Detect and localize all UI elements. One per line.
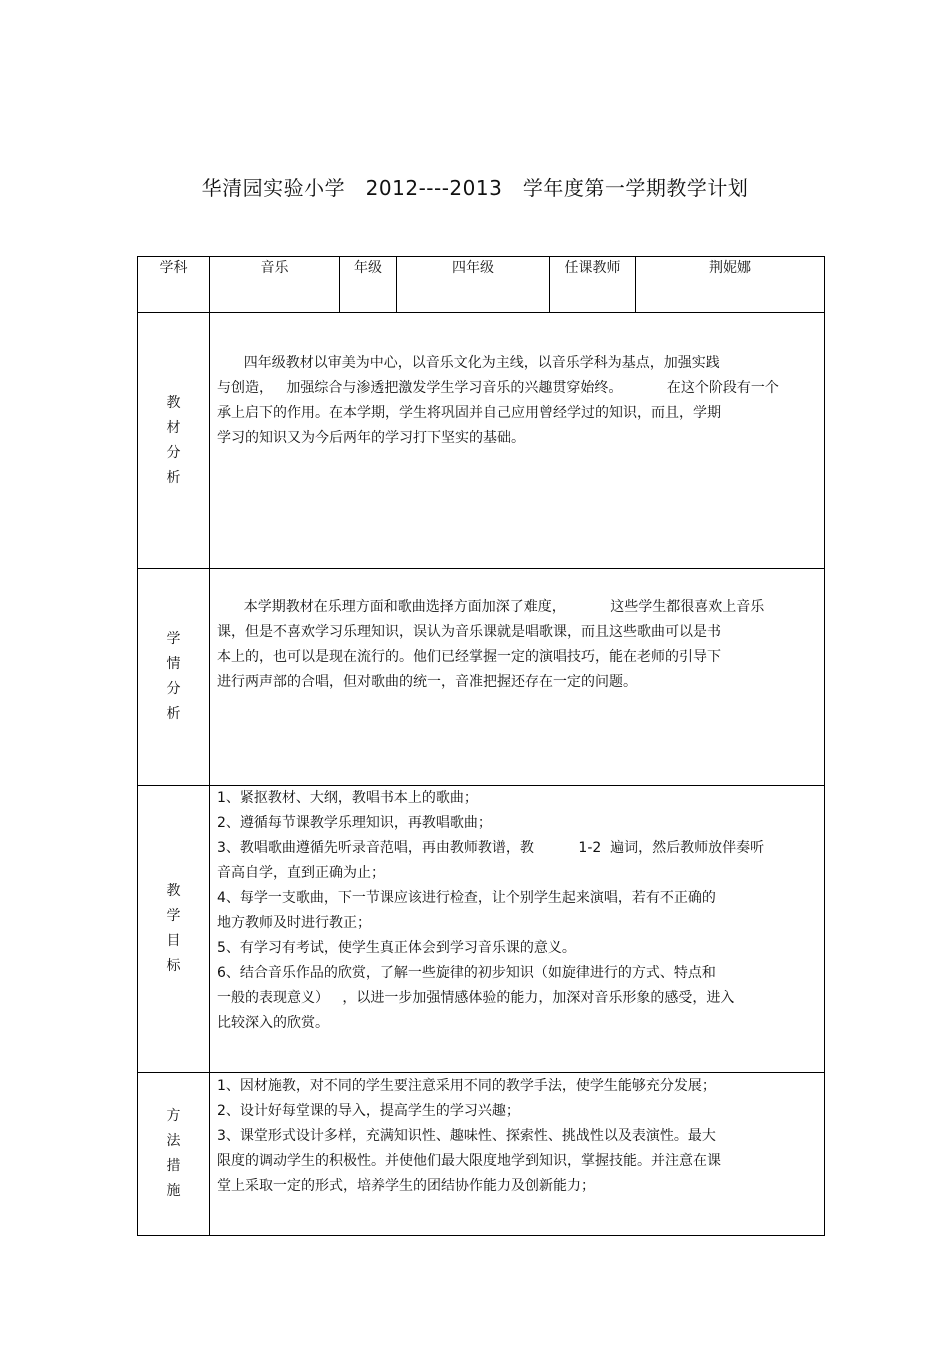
teacher-label: 任课教师 (550, 257, 636, 313)
section-row-material-analysis (138, 313, 825, 569)
page-title: 华清园实验小学 2012----2013 学年度第一学期教学计划 (201, 176, 749, 200)
section-row-teaching-goals (138, 786, 825, 1073)
header-row (138, 257, 825, 313)
grade-value: 四年级 (397, 257, 550, 313)
section-row-student-analysis (138, 569, 825, 786)
section-label: 学 情 分 析 (138, 569, 210, 786)
section-content: 四年级教材以审美为中心，以音乐文化为主线，以音乐学科为基点，加强实践 与创造， 加强综合与渗透把激发学生学习音乐的兴趣贯穿始终。 在这个阶段有一个 承上启下的作用。在本学期，学生将巩固并自己应用曾经学过的知识，而且，学期 学习的知识又为今后两年的学习打下坚实的基础。 (210, 313, 825, 569)
section-content: 1、因材施教，对不同的学生要注意采用不同的教学手法，使学生能够充分发展； 2、设计好每堂课的导入，提高学生的学习兴趣； 3、课堂形式设计多样，充满知识性、趣味性、探索性、挑战性以及表演性。最大 限度的调动学生的积极性。并使他们最大限度地学到知识，掌握技能。并注意在课 堂上采取一定的形式，培养学生的团结协作能力及创新能力； (210, 1073, 825, 1236)
teaching-plan-table (137, 256, 825, 1236)
section-content: 本学期教材在乐理方面和歌曲选择方面加深了难度， 这些学生都很喜欢上音乐 课，但是不喜欢学习乐理知识，误认为音乐课就是唱歌课，而且这些歌曲可以是书 本上的，也可以是现在流行的。他们已经掌握一定的演唱技巧，能在老师的引导下 进行两声部的合唱，但对歌曲的统一，音准把握还存在一定的问题。 (210, 569, 825, 786)
section-label: 教 材 分 析 (138, 313, 210, 569)
subject-value: 音乐 (210, 257, 340, 313)
section-label: 方 法 措 施 (138, 1073, 210, 1236)
section-label: 教 学 目 标 (138, 786, 210, 1073)
section-content: 1、紧抠教材、大纲，教唱书本上的歌曲； 2、遵循每节课教学乐理知识，再教唱歌曲； 3、教唱歌曲遵循先听录音范唱，再由教师教谱，教 1-2 遍词，然后教师放伴奏听 音高自学，直到正确为止； 4、每学一支歌曲，下一节课应该进行检查，让个别学生起来演唱，若有不正确的 地方教师及时进行教正； 5、有学习有考试，使学生真正体会到学习音乐课的意义。 6、结合音乐作品的欣赏，了解一些旋律的初步知识（如旋律进行的方式、特点和 一般的表现意义） ，以进一步加强情感体验的能力，加深对音乐形象的感受，进入 比较深入的欣赏。 (210, 786, 825, 1073)
teacher-value: 荆妮娜 (636, 257, 825, 313)
section-row-methods (138, 1073, 825, 1236)
subject-label: 学科 (138, 257, 210, 313)
grade-label: 年级 (340, 257, 397, 313)
